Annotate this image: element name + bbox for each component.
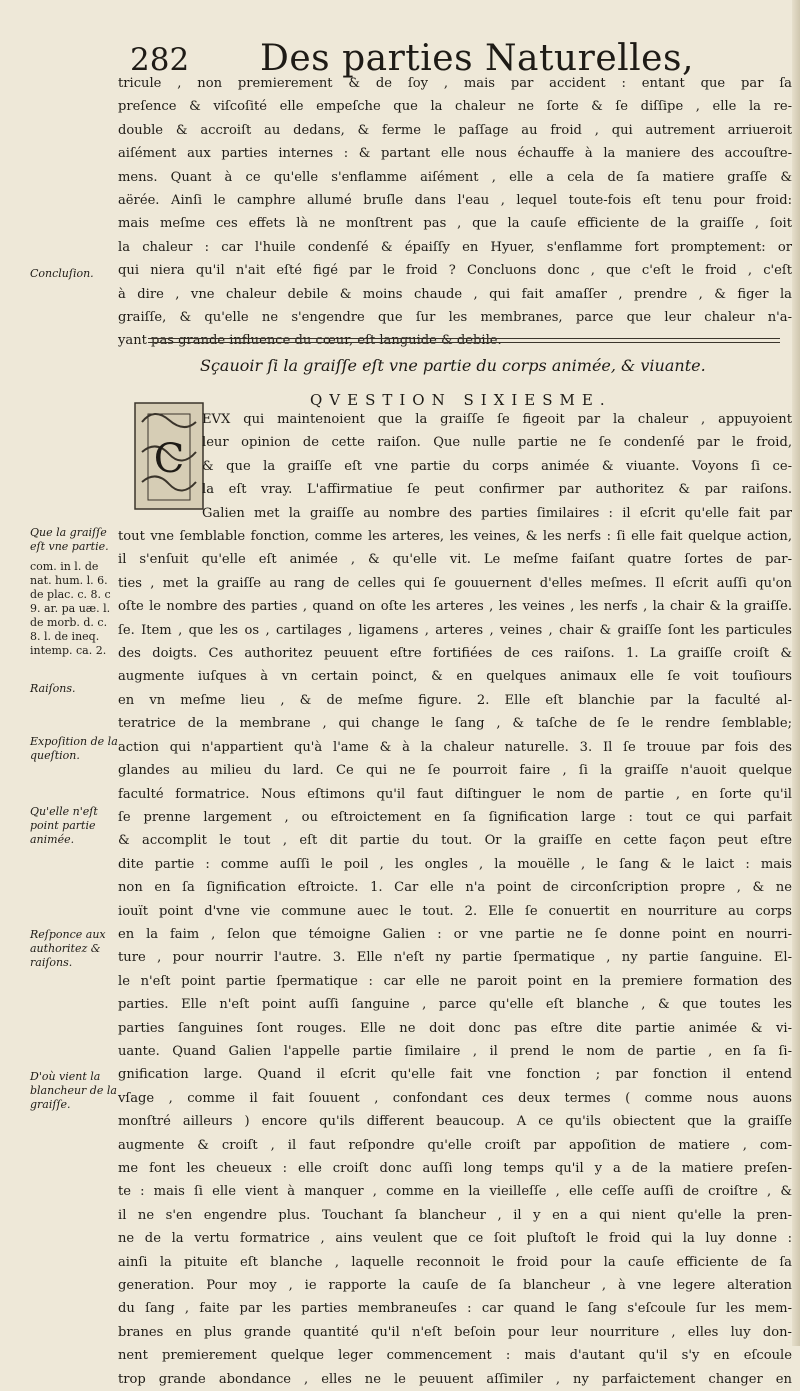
text-line: des doigts. Ces authoritez peuuent eſtre fortifiées de ces raiſons. 1. La graiſſe croiſt & [118,646,792,662]
text-line: le n'eſt point partie ſpermatique : car elle ne paroit point en la premiere formation des [118,973,792,989]
text-line: glandes au milieu du lard. Ce qui ne ſe pourroit faire , ſi la graiſſe n'auoit quelque [118,763,792,779]
text-line: faculté formatrice. Nous eſtimons qu'il faut diſtinguer le nom de partie , en ſorte qu'il [118,786,792,802]
margin-note-exposition: Expoſition de la queſtion. [30,735,118,762]
text-line: aërée. Ainſi le camphre allumé bruſle dans l'eau , lequel toute-fois eſt tenu pour froid: [118,193,792,209]
text-line: me font les cheueux : elle croiſt donc auſſi long temps qu'il y a de la matiere preſen- [118,1161,792,1176]
text-line: augmente & croiſt , il faut reſpondre qu'elle croiſt par appoſition de matiere , com- [118,1137,792,1153]
text-line: & que la graiſſe eſt vne partie du corps animée & viuante. Voyons ſi ce- [202,458,792,474]
text-line: nent premierement quelque leger commencement : mais d'autant qu'il s'y en eſcoule [118,1348,792,1364]
text-line: leur opinion de cette raiſon. Que nulle partie ne ſe condenſé par le froid, [202,435,792,451]
text-line: graiſſe, & qu'elle ne s'engendre que ſur les membranes, parce que leur chaleur n'a- [118,310,792,326]
margin-note-references: com. in l. de nat. hum. l. 6. de plac. c. 8. c 9. ar. pa uæ. l. de morb. d. c. 8. l. de ineq. intemp. ca. 2. [30,560,111,657]
text-line: non en ſa ſignification eſtroicte. 1. Car elle n'a point de circonſcription propre , & ne [118,880,792,896]
text-line: parties. Elle n'eſt point auſſi ſanguine , parce qu'elle eſt blanche , & que toutes les [118,997,792,1013]
text-line: à dire , vne chaleur debile & moins chaude , qui fait amaſſer , prendre , & figer la [118,286,792,302]
text-line: tricule , non premierement & de ſoy , mais par accident : entant que par ſa [118,76,792,91]
text-line: augmente iuſques à vn certain poinct, & en quelques animaux elle ſe voit touſiours [118,669,792,685]
text-line: la chaleur : car l'huile condenſé & épaiſſy en Hyuer, s'enflamme fort promptement: or [118,239,792,255]
text-line: te : mais ſi elle vient à manquer , comme en la vieilleſſe , elle ceſſe auſſi de croiſtre , & [118,1184,792,1200]
text-line: ainſi la pituite eſt blanche , laquelle reconnoit le froid pour la cauſe efficiente de ſa [118,1254,792,1270]
text-line: dite partie : comme auſſi le poil , les ongles , la mouëlle , le ſang & le laict : mais [118,856,792,872]
text-line: il ne s'en engendre plus. Touchant ſa blancheur , il y en a qui nient qu'elle la pren- [118,1207,792,1223]
text-line: branes en plus grande quantité qu'il n'eſt beſoin pour leur nourriture , elles luy don- [118,1324,792,1340]
text-line: ne de la vertu formatrice , ains veulent que ce ſoit pluſtoſt le froid qui la luy donne : [118,1231,792,1247]
text-line: ties , met la graiſſe au rang de celles qui ſe gouuernent d'elles meſmes. Il eſcrit auſſi qu'on [118,575,792,591]
text-line: double & accroiſt au dedans, & ferme le paſſage au froid , qui autrement arriueroit [118,122,792,138]
text-line: yant pas grande influence du cœur, eſt languide & debile. [118,333,502,349]
text-line: & accomplit le tout , eſt dit partie du tout. Or la graiſſe en cette façon peut eſtre [118,833,792,849]
section-rule [148,342,780,343]
text-line: uante. Quand Galien l'appelle partie ſimilaire , il prend le nom de partie , en ſa ſi- [118,1043,792,1059]
margin-note-blancheur: D'où vient la blancheur de la graiſſe. [30,1070,117,1111]
text-line: en vn meſme lieu , & de meſme figure. 2. Elle eſt blanchie par la faculté al- [118,692,792,708]
text-line: oſte le nombre des parties , quand on oſte les arteres , les veines , les nerfs , la chair & la graiſſe. [118,599,792,615]
text-line: ture , pour nourrir l'autre. 3. Elle n'eſt ny partie ſpermatique , ny partie ſanguine. El- [118,950,792,966]
text-line: iouït point d'vne vie commune auec le tout. 2. Elle ſe conuertit en nourriture au corps [118,903,792,919]
text-line: mens. Quant à ce qu'elle s'enflamme aiſément , elle a cela de ſa matiere graſſe & [118,169,792,185]
text-line: gnification large. Quand il eſcrit qu'elle fait vne fonction ; par fonction il entend [118,1067,792,1083]
question-heading: QVESTION SIXIESME. [310,391,612,409]
text-line: vſage , comme il fait ſouuent , confondant ces deux termes ( comme nous auons [118,1090,792,1106]
text-line: preſence & viſcoſité elle empeſche que la chaleur ne ſorte & ſe diſſipe , elle la re- [118,99,792,115]
paragraph-block-2 [118,408,792,1391]
page-edge [792,0,800,1346]
margin-note-non-animee: Qu'elle n'eſt point partie animée. [30,805,98,846]
text-line: en la faim , ſelon que témoigne Galien : or vne partie ne ſe donne point en nourri- [118,926,792,942]
margin-note-conclusion: Concluſion. [30,267,94,280]
text-line: ſe prenne largement , ou eſtroictement en ſa ſignification large : tout ce qui parfait [118,809,792,825]
text-line: du ſang , faite par les parties membraneuſes : car quand le ſang s'eſcoule ſur les mem- [118,1301,792,1317]
text-line: teratrice de la membrane , qui change le ſang , & taſche de ſe le rendre ſemblable; [118,716,792,732]
page-number: 282 [130,42,190,78]
text-line: il s'enſuit qu'elle eſt animée , & qu'elle vit. Le meſme faiſant quatre ſortes de par- [118,552,792,568]
text-line: Galien met la graiſſe au nombre des parties ſimilaires : il eſcrit qu'elle fait par [202,505,792,521]
text-line: monſtré ailleurs ) encore qu'ils different beaucoup. A ce qu'ils obiectent que la graiſſe [118,1114,792,1130]
section-rule [148,338,780,339]
svg-text:C: C [153,436,185,482]
margin-note-graisse: Que la graiſſe eſt vne partie. [30,526,109,553]
text-line: aiſément aux parties internes : & partant elle nous échauffe à la maniere des accouſtre- [118,146,792,162]
text-line: action qui n'appartient qu'à l'ame & à la chaleur naturelle. 3. Il ſe trouue par fois des [118,739,792,755]
text-line: trop grande abondance , elles ne le peuuent aſſimiler , ny parfaictement changer en [118,1371,792,1387]
text-line: mais meſme ces effets là ne monſtrent pas , que la cauſe efficiente de la graiſſe , ſoit [118,216,792,232]
text-line: EVX qui maintenoient que la graiſſe ſe figeoit par la chaleur , appuyoient [202,412,792,427]
text-line: generation. Pour moy , ie rapporte la cauſe de ſa blancheur , à vne legere alteration [118,1278,792,1294]
margin-note-raisons: Raiſons. [30,682,76,695]
text-line: la eſt vray. L'affirmatiue ſe peut confirmer par authoritez & par raiſons. [202,482,792,498]
text-line: parties ſanguines ſont rouges. Elle ne doit donc pas eſtre dite partie animée & vi- [118,1020,792,1036]
paragraph-block-1 [118,72,792,353]
section-heading: Sçauoir ſi la graiſſe eſt vne partie du corps animée, & viuante. [200,356,706,375]
text-line: qui niera qu'il n'ait eſté figé par le froid ? Concluons donc , que c'eſt le froid , c'eſt [118,263,792,279]
margin-note-response: Reſponce aux authoritez & raiſons. [30,928,106,969]
text-line: ſe. Item , que les os , cartilages , ligamens , arteres , veines , chair & graiſſe ſont les particules [118,622,792,638]
text-line: tout vne ſemblable fonction, comme les arteres, les veines, & les nerfs : ſi elle fait quelque action, [118,529,792,545]
running-title: Des parties Naturelles, [260,38,694,79]
